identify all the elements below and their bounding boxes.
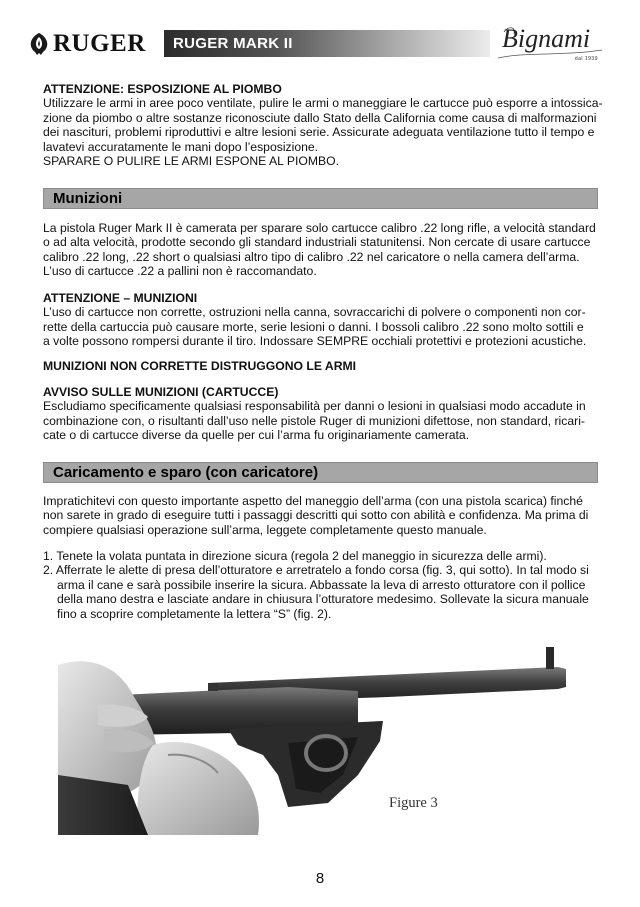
- text-line: combinazione con, o risultanti dall’uso nelle pistole Ruger di munizioni difettose, non standard, ricari-: [43, 413, 585, 428]
- munizioni-intro: [43, 221, 603, 279]
- text-line: Impratichitevi con questo importante aspetto del maneggio dell’arma (con una pistola scarica) finché: [43, 494, 583, 508]
- pistol-photo-illustration: [58, 625, 570, 835]
- paragraph: [43, 305, 603, 348]
- section-heading-caricamento: [43, 462, 598, 483]
- caricamento-steps: [43, 549, 603, 621]
- destroy-warning: MUNIZIONI NON CORRETTE DISTRUGGONO LE ARMI: [43, 359, 357, 373]
- figure-3-photo: [58, 625, 570, 835]
- list-item: [43, 563, 603, 621]
- manual-title-bar: [164, 30, 490, 57]
- paragraph: [43, 221, 603, 279]
- text-line: o ad alta velocità, prodotte secondo gli standard industriali statunitensi. Non cercate di usare cartucce: [43, 235, 591, 250]
- ruger-eagle-icon: [28, 32, 50, 56]
- text-line: arma il cane e sarà possibile inserire la sicura. Abbassate la leva di arresto otturatore con il pollice: [57, 577, 586, 592]
- list-item: [43, 549, 603, 563]
- text-line: 2. Afferrate le alette di presa dell’otturatore e arretratelo a fondo corsa (fig. 3, qui sotto). In tal modo si: [43, 563, 589, 578]
- section-heading-munizioni: [43, 188, 598, 209]
- text-line: zione da piombo o altre sostanze riconosciute dallo Stato della California come causa di malformazioni: [43, 110, 597, 125]
- figure-caption: Figure 3: [389, 795, 438, 811]
- munizioni-attention: [43, 291, 603, 349]
- text-line: L’uso di cartucce non corrette, ostruzioni nella canna, sovraccarichi di polvere o componenti non cor-: [43, 305, 586, 320]
- text-line: dei nascituri, problemi riproduttivi e altre lesioni serie. Assicurate adeguata ventilazione tutto il tempo e: [43, 125, 595, 140]
- text-line: lavatevi accuratamente le mani dopo l’esposizione.: [43, 139, 319, 154]
- lead-warning-block: [43, 82, 603, 168]
- lead-warning-text: [43, 96, 603, 168]
- text-line: calibro .22 long, .22 short o qualsiasi altro tipo di calibro .22 nel caricatore o nella camera dell’arma.: [43, 249, 580, 264]
- notice-heading: AVVISO SULLE MUNIZIONI (CARTUCCE): [43, 385, 279, 399]
- page-header: [0, 18, 640, 74]
- attention-heading: ATTENZIONE – MUNIZIONI: [43, 291, 198, 305]
- text-line: L’uso di cartucce .22 a pallini non è raccomandato.: [43, 264, 317, 279]
- text-line: SPARARE O PULIRE LE ARMI ESPONE AL PIOMBO.: [43, 154, 339, 169]
- paragraph: [43, 494, 603, 537]
- text-line: rette della cartuccia può causare morte, serie lesioni o danni. I bossoli calibro .22 sono molto sottili e: [43, 319, 584, 334]
- text-line: fino a scoprire completamente la lettera “S” (fig. 2).: [57, 606, 332, 621]
- text-line: compiere qualsiasi operazione sull’arma, leggete completamente questo manuale.: [43, 522, 487, 537]
- text-line: 1. Tenete la volata puntata in direzione sicura (regola 2 del maneggio in sicurezza delle armi).: [43, 549, 547, 563]
- ruger-wordmark: RUGER: [53, 30, 146, 57]
- text-line: Escludiamo specificamente qualsiasi responsabilità per danni o lesioni in qualsiasi modo accadute in: [43, 399, 586, 414]
- section-title: Caricamento e sparo (con caricatore): [53, 464, 319, 481]
- lead-warning-heading: ATTENZIONE: ESPOSIZIONE AL PIOMBO: [43, 82, 282, 96]
- text-line: Utilizzare le armi in aree poco ventilate, pulire le armi o maneggiare le cartucce può esporre a intossica-: [43, 96, 603, 111]
- ruger-logo: [28, 30, 146, 58]
- destroy-warning-block: [43, 359, 603, 373]
- text-line: a volte possono rompersi durante il tiro. Indossare SEMPRE occhiali protettivi e protezioni acustiche.: [43, 334, 587, 349]
- bignami-since: dal 1939: [574, 56, 598, 62]
- munizioni-notice: [43, 385, 603, 443]
- page-number: 8: [315, 870, 325, 887]
- text-line: della mano destra e lasciate andare in chiusura l’otturatore medesimo. Sollevate la sicura manuale: [57, 592, 589, 607]
- paragraph: [43, 399, 603, 442]
- bignami-script: Bignami: [502, 24, 591, 53]
- text-line: cate o di cartucce diverse da quelle per cui l’arma fu originariamente camerata.: [43, 428, 470, 443]
- section-title: Munizioni: [53, 190, 123, 207]
- text-line: La pistola Ruger Mark II è camerata per sparare solo cartucce calibro .22 long rifle, a velocità standard: [43, 221, 596, 235]
- text-line: non sarete in grado di eseguire tutti i passaggi descritti qui sotto con abilità e confidenza. Ma prima di: [43, 508, 589, 523]
- manual-title: RUGER MARK II: [173, 35, 293, 52]
- caricamento-intro: [43, 494, 603, 537]
- bignami-logo: [494, 18, 608, 68]
